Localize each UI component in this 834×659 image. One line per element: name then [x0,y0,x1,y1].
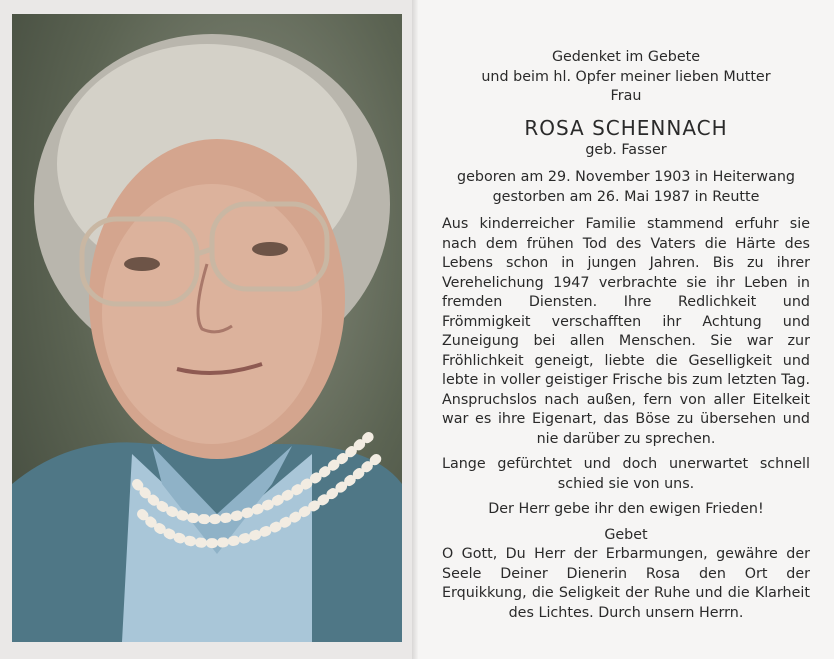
farewell-paragraph: Lange gefürchtet und doch unerwartet schnell schied sie von uns. [442,456,810,492]
intro-line-3: Frau [610,88,642,104]
maiden-name: geb. Fasser [585,141,667,158]
intro-line-1: Gedenket im Gebete [551,49,701,65]
deceased-name: ROSA SCHENNACH [524,115,728,140]
portrait-photo [12,14,402,642]
obituary-text [442,48,810,623]
prayer-title: Gebet [604,526,648,543]
right-panel [418,0,834,659]
prayer-text: O Gott, Du Herr der Erbarmungen, gewähre der Seele Deiner Dienerin Rosa den Ort der Erquikkung, die Seligkeit der Ruhe und die Klarheit des Lichtes. Durch unsern Herrn. [442,546,810,621]
death-line: gestorben am 26. Mai 1987 in Reutte [492,188,760,205]
biography-paragraph: Aus kinderreicher Familie stammend erfuhr sie nach dem frühen Tod des Vaters die Härte des Lebens schon in jungen Jahren. Bis zu ihrer Verehelichung 1947 verbrachte sie ihr Leben in fremden Diensten. Ihre Redlichkeit und Frömmigkeit verschafften ihr Achtung und Zuneigung bei allen Menschen. Sie war zur Fröhlichkeit geneigt, liebte die Geselligkeit und lebte in voller geistiger Frische bis zum letzten Tag. Anspruchslos nach außen, fern von aller Eitelkeit war es ihre Eigenart, das Böse zu übersehen und nie darüber zu sprechen. [442,216,810,447]
birth-line: geboren am 29. November 1903 in Heiterwang [457,169,795,185]
intro-line-2: und beim hl. Opfer meiner lieben Mutter [481,68,771,85]
portrait-illustration [12,14,402,642]
left-panel [0,0,412,659]
blessing-line: Der Herr gebe ihr den ewigen Frieden! [488,501,764,517]
